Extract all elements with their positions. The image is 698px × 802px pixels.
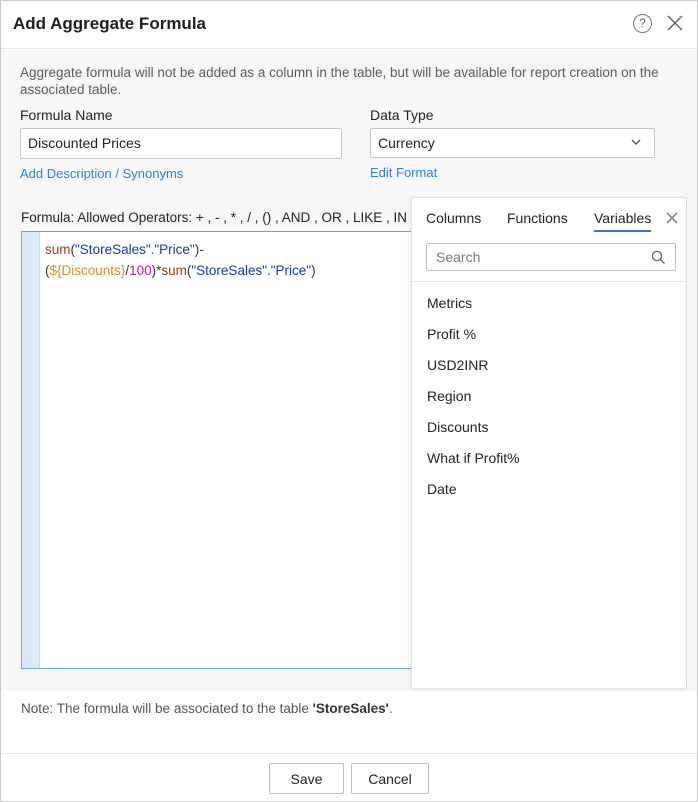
question-circle-icon[interactable]: ? [633, 14, 652, 33]
chevron-down-icon [631, 139, 641, 146]
formula-code[interactable] [45, 239, 316, 281]
list-item[interactable]: USD2INR [427, 357, 489, 373]
list-item[interactable]: Profit % [427, 326, 477, 342]
dialog-header [1, 1, 697, 49]
info-text: Aggregate formula will not be added as a column in the table, but will be available for report creation on the associated table. [20, 65, 659, 97]
list-item[interactable]: Region [427, 388, 472, 404]
panel-divider [412, 281, 686, 282]
list-item[interactable]: Discounts [427, 419, 489, 435]
code-operator: )- [194, 242, 204, 257]
search-input[interactable] [427, 244, 637, 270]
code-variable: ${Discounts} [49, 263, 126, 278]
code-function: sum [45, 242, 71, 257]
allowed-operators-label: Formula: Allowed Operators: + , - , * , / , () , AND , OR , LIKE , IN [21, 210, 407, 225]
formula-editor[interactable] [21, 231, 413, 669]
search-icon[interactable] [651, 250, 666, 265]
tab-columns[interactable]: Columns [426, 210, 482, 226]
code-operator: / [125, 263, 130, 278]
code-column-ref: "StoreSales"."Price" [75, 242, 195, 257]
code-operator: )* [151, 263, 162, 278]
note-prefix: Note: The formula will be associated to the table [21, 701, 313, 716]
list-item[interactable]: Metrics [427, 295, 473, 311]
code-paren: ) [311, 263, 316, 278]
variable-list [427, 294, 520, 511]
code-paren: ( [45, 263, 50, 278]
data-type-value: Currency [378, 135, 435, 151]
code-paren: ( [186, 263, 192, 278]
code-column-ref: "StoreSales"."Price" [191, 263, 312, 278]
data-type-select[interactable] [370, 128, 655, 158]
table-note [21, 701, 393, 716]
insert-panel [411, 197, 687, 689]
formula-editor-section [1, 197, 697, 691]
formula-name-label: Formula Name [20, 107, 113, 123]
close-icon[interactable] [666, 212, 678, 224]
save-button[interactable]: Save [269, 763, 344, 794]
form-area [1, 50, 697, 197]
list-item[interactable]: Date [427, 481, 457, 497]
tab-functions[interactable]: Functions [507, 210, 568, 226]
close-icon[interactable] [665, 13, 685, 33]
cancel-button[interactable]: Cancel [351, 763, 429, 794]
tab-variables[interactable]: Variables [594, 210, 651, 232]
edit-format-link[interactable]: Edit Format [370, 165, 438, 180]
note-table-name: 'StoreSales' [312, 701, 389, 716]
code-function: sum [161, 263, 187, 278]
code-number: 100 [129, 263, 152, 278]
dialog-title: Add Aggregate Formula [13, 14, 206, 33]
list-item[interactable]: What if Profit% [427, 450, 520, 466]
code-paren: ( [70, 242, 76, 257]
variable-search [426, 243, 676, 271]
note-suffix: . [388, 701, 393, 716]
data-type-label: Data Type [370, 107, 434, 123]
add-description-link[interactable]: Add Description / Synonyms [20, 166, 184, 181]
formula-name-input[interactable]: Discounted Prices [20, 128, 342, 159]
dialog-footer [1, 753, 697, 801]
editor-gutter [22, 232, 40, 668]
